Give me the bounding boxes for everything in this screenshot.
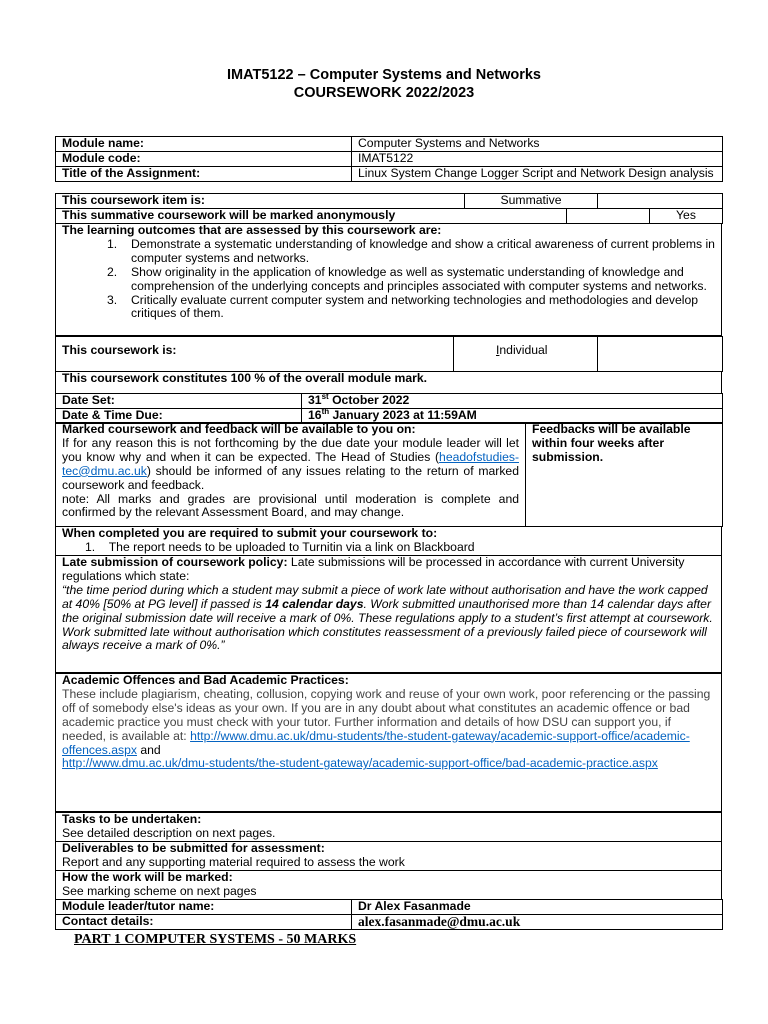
tasks-cell — [56, 813, 722, 842]
learning-outcomes-cell — [56, 224, 722, 336]
feedback-heading: Marked coursework and feedback will be available to you on: — [62, 422, 416, 436]
deliverables-cell — [56, 841, 722, 870]
feedback-text: If for any reason this is not forthcoming by the due date your module leader will let you know why and when it can be expected. The Head of Studies (headofstudies-tec@dmu.ac.uk) should be informed of any issues relating to the return of marked coursework and feedback. — [62, 435, 519, 492]
module-name-value: Computer Systems and Networks — [352, 137, 723, 152]
late-policy-quote: “the time period during which a student may submit a piece of work late without authorisation and have the work capped at 40% [50% at PG level] if passed is 14 calendar days. Work submitted unauthorised more than 14 calendar days after the original submission date will receive a mark of 0%. These regulations apply to a student’s first attempt at coursework. Work submitted late without authorisation which constitutes reassessment of a previously failed piece of coursework will always receive a mark of 0%.” — [62, 582, 713, 653]
module-code-label: Module code: — [56, 151, 352, 166]
marking-text: See marking scheme on next pages — [62, 883, 257, 898]
date-due-value: 16th January 2023 at 11:59AM — [302, 408, 723, 423]
anonymous-table — [55, 208, 723, 224]
deliverables-text: Report and any supporting material required to assess the work — [62, 854, 405, 869]
leader-label: Module leader/tutor name: — [56, 900, 352, 915]
coursework-item-value: Summative — [465, 194, 598, 209]
constitutes-table — [55, 371, 722, 394]
coursework-item-label: This coursework item is: — [56, 194, 465, 209]
document-subtitle: COURSEWORK 2022/2023 — [293, 85, 475, 101]
assignment-title-value: Linux System Change Logger Script and Network Design analysis — [352, 166, 723, 181]
contact-label: Contact details: — [56, 914, 352, 929]
offences-cell — [56, 674, 722, 812]
module-info-table — [55, 136, 723, 182]
head-of-studies-email-link[interactable]: headofstudies-tec@dmu.ac.uk — [62, 449, 519, 478]
date-due-label: Date & Time Due: — [56, 408, 302, 423]
submission-table — [55, 526, 722, 556]
learning-outcomes-table — [55, 223, 722, 336]
leader-table — [55, 899, 723, 930]
assignment-title-label: Title of the Assignment: — [56, 166, 352, 181]
contact-value: alex.fasanmade@dmu.ac.uk — [352, 914, 723, 929]
anonymous-label: This summative coursework will be marked anonymously — [56, 209, 567, 224]
coursework-type-label: This coursework is: — [56, 337, 454, 372]
academic-offences-link[interactable]: http://www.dmu.ac.uk/dmu-students/the-student-gateway/academic-support-office/academic-offences.aspx — [62, 728, 690, 757]
coursework-type-value: Individual — [454, 337, 598, 372]
late-policy-cell — [56, 556, 722, 673]
section-heading: PART 1 COMPUTER SYSTEMS - 50 MARKS — [74, 932, 357, 947]
coursework-item-table — [55, 193, 723, 209]
learning-outcomes-list — [62, 238, 715, 321]
feedback-table — [55, 422, 723, 527]
late-policy-intro: Late submission of coursework policy: Late submissions will be processed in accordance with current University regulations which state: — [62, 555, 685, 583]
leader-value: Dr Alex Fasanmade — [352, 900, 723, 915]
date-set-label: Date Set: — [56, 394, 302, 409]
feedback-cell — [56, 423, 526, 527]
marking-heading: How the work will be marked: — [62, 869, 233, 884]
anonymous-value: Yes — [650, 209, 723, 224]
coursework-type-table — [55, 336, 723, 372]
feedback-availability: Feedbacks will be available within four weeks after submission. — [526, 423, 723, 527]
tasks-table — [55, 812, 722, 900]
empty-cell — [598, 194, 723, 209]
empty-cell — [567, 209, 650, 224]
document-title: IMAT5122 – Computer Systems and Networks — [227, 67, 541, 83]
bad-academic-practice-link[interactable]: http://www.dmu.ac.uk/dmu-students/the-student-gateway/academic-support-office/bad-academic-practice.aspx — [62, 756, 658, 771]
offences-table — [55, 673, 722, 812]
offences-heading: Academic Offences and Bad Academic Practices: — [62, 673, 349, 687]
list-item: 3. Critically evaluate current computer system and networking technologies and methodologies and develop critiques of them. — [107, 292, 699, 321]
tasks-text: See detailed description on next pages. — [62, 825, 276, 840]
constitutes-text: This coursework constitutes 100 % of the overall module mark. — [56, 372, 722, 394]
learning-outcomes-heading: The learning outcomes that are assessed by this coursework are: — [62, 223, 442, 237]
date-set-value: 31st October 2022 — [302, 394, 723, 409]
submission-heading: When completed you are required to submit your coursework to: — [62, 526, 438, 540]
list-item: 2. Show originality in the application of knowledge as well as systematic understanding of knowledge and comprehension of the underlying concepts and principles associated with computer systems and networks. — [107, 264, 707, 293]
dates-table — [55, 393, 723, 424]
list-item: 1. Demonstrate a systematic understanding of knowledge and show a critical awareness of current problems in computer systems and networks. — [107, 236, 715, 265]
marking-cell — [56, 870, 722, 899]
feedback-note: note: All marks and grades are provisional until moderation is complete and confirmed by the relevant Assessment Board, and may change. — [62, 491, 519, 520]
offences-text: These include plagiarism, cheating, collusion, copying work and reuse of your own work, poor referencing or the passing off of somebody else's ideas as your own. If you are in any doubt about what constitutes an academic offence or bad academic practice you must check with your tutor. Further information and details of how DSU can support you, if needed, is available at: http://www.dmu.ac.uk/dmu-students/the-student-gateway/academic-support-office/academic-offences.aspx and http://www.dmu.ac.uk/dmu-students/the-student-gateway/academic-support-office/bad-academic-practice.aspx — [62, 686, 711, 771]
submission-cell — [56, 527, 722, 556]
empty-cell — [598, 337, 723, 372]
module-name-label: Module name: — [56, 137, 352, 152]
deliverables-heading: Deliverables to be submitted for assessment: — [62, 840, 325, 855]
list-item: 1. The report needs to be uploaded to Turnitin via a link on Blackboard — [85, 539, 475, 554]
late-policy-table — [55, 555, 722, 673]
tasks-heading: Tasks to be undertaken: — [62, 812, 202, 826]
module-code-value: IMAT5122 — [352, 151, 723, 166]
